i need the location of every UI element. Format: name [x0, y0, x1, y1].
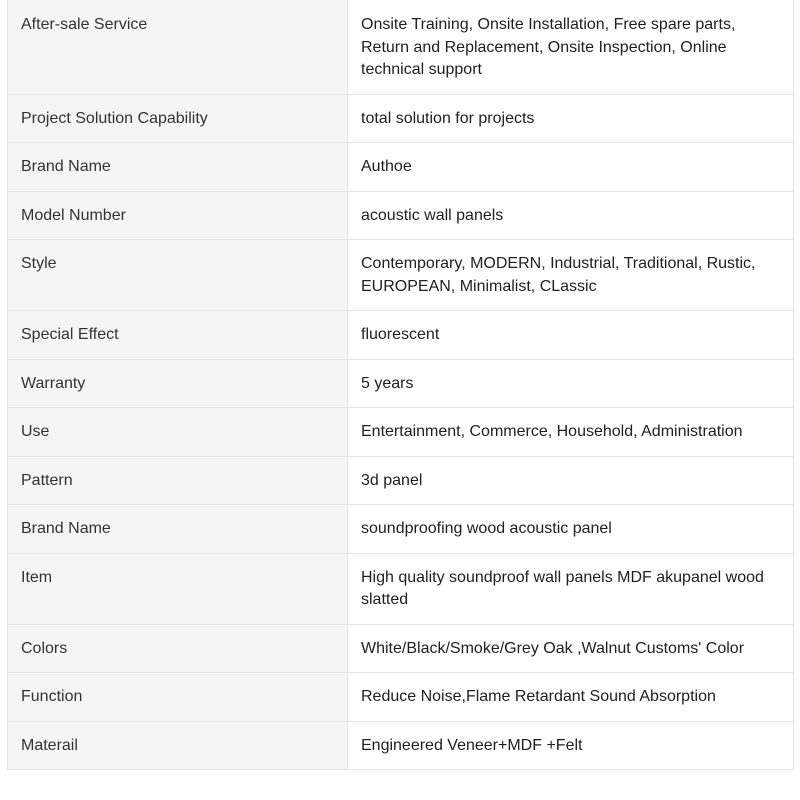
- spec-label: Brand Name: [8, 143, 348, 192]
- spec-label: Style: [8, 240, 348, 311]
- spec-value: 5 years: [348, 359, 794, 408]
- table-row: [8, 408, 794, 457]
- spec-label: Warranty: [8, 359, 348, 408]
- spec-value: Entertainment, Commerce, Household, Administration: [348, 408, 794, 457]
- table-row: [8, 505, 794, 554]
- spec-label: Use: [8, 408, 348, 457]
- table-row: [8, 94, 794, 143]
- spec-value: soundproofing wood acoustic panel: [348, 505, 794, 554]
- spec-value: High quality soundproof wall panels MDF akupanel wood slatted: [348, 553, 794, 624]
- table-row: [8, 0, 794, 94]
- spec-value: 3d panel: [348, 456, 794, 505]
- spec-label: Special Effect: [8, 311, 348, 360]
- spec-table: [7, 0, 794, 770]
- spec-value: Engineered Veneer+MDF +Felt: [348, 721, 794, 770]
- spec-label: Brand Name: [8, 505, 348, 554]
- spec-value: Onsite Training, Onsite Installation, Free spare parts, Return and Replacement, Onsite Inspection, Online technical support: [348, 0, 794, 94]
- table-row: [8, 240, 794, 311]
- spec-value: Authoe: [348, 143, 794, 192]
- table-row: [8, 553, 794, 624]
- spec-value: Contemporary, MODERN, Industrial, Traditional, Rustic, EUROPEAN, Minimalist, CLassic: [348, 240, 794, 311]
- spec-label: Function: [8, 673, 348, 722]
- spec-value: Reduce Noise,Flame Retardant Sound Absorption: [348, 673, 794, 722]
- spec-label: Item: [8, 553, 348, 624]
- spec-label: Project Solution Capability: [8, 94, 348, 143]
- table-row: [8, 191, 794, 240]
- spec-value: total solution for projects: [348, 94, 794, 143]
- table-row: [8, 673, 794, 722]
- spec-value: White/Black/Smoke/Grey Oak ,Walnut Customs' Color: [348, 624, 794, 673]
- spec-label: Colors: [8, 624, 348, 673]
- table-row: [8, 624, 794, 673]
- spec-label: Pattern: [8, 456, 348, 505]
- table-row: [8, 721, 794, 770]
- spec-label: Materail: [8, 721, 348, 770]
- spec-value: fluorescent: [348, 311, 794, 360]
- table-row: [8, 359, 794, 408]
- table-row: [8, 456, 794, 505]
- spec-label: After-sale Service: [8, 0, 348, 94]
- spec-value: acoustic wall panels: [348, 191, 794, 240]
- table-row: [8, 311, 794, 360]
- table-row: [8, 143, 794, 192]
- spec-label: Model Number: [8, 191, 348, 240]
